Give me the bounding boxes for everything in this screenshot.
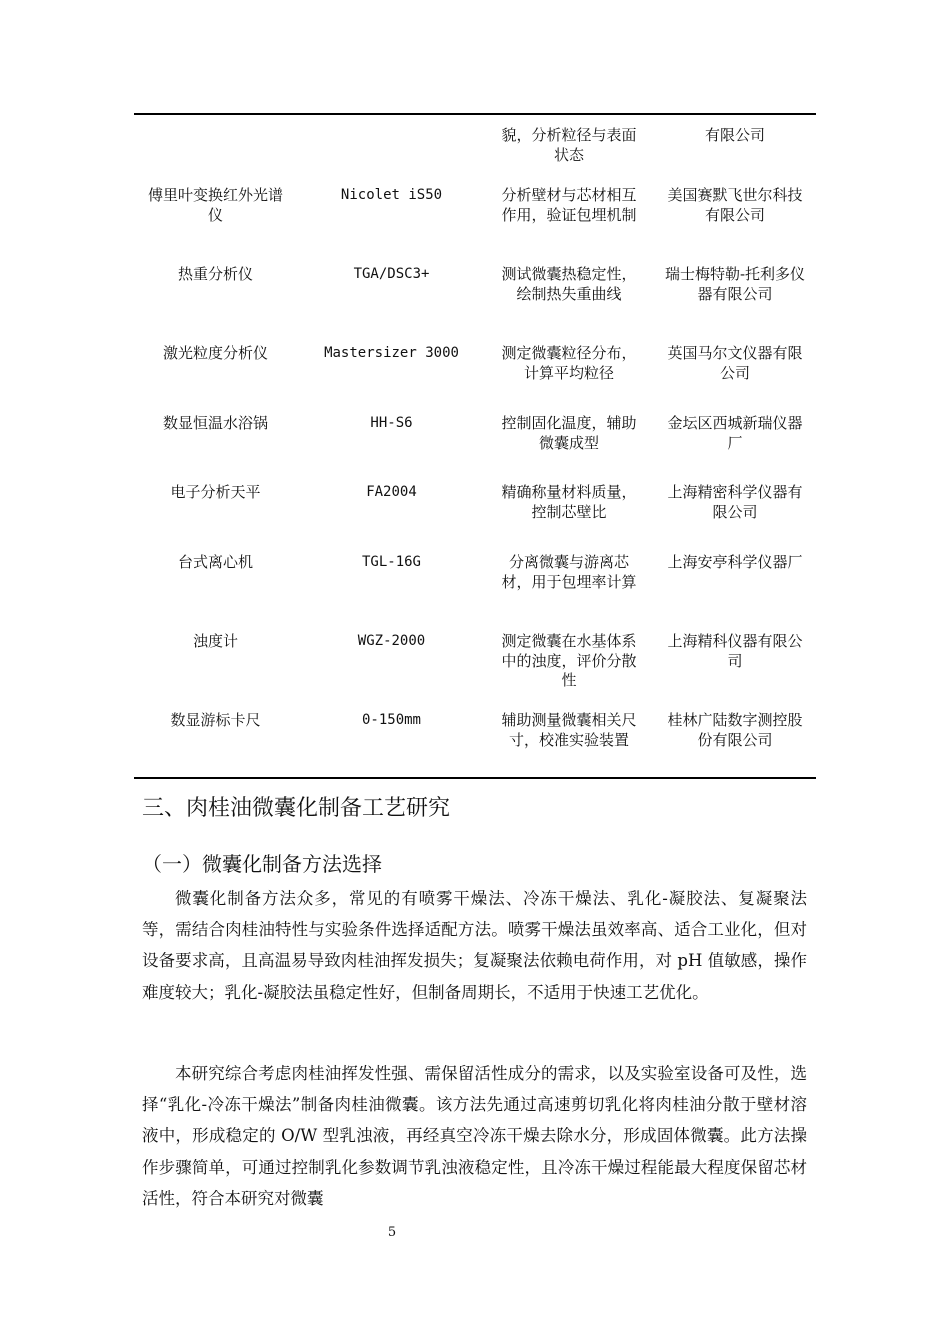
table-bottom-rule [134,777,816,779]
section-heading: 三、肉桂油微囊化制备工艺研究 [142,796,451,821]
instrument-maker: 金坛区西城新瑞仪器厂 [667,414,803,452]
instrument-maker: 上海精科仪器有限公司 [667,632,803,670]
instrument-name: 数显游标卡尺 [170,711,261,729]
instrument-maker: 瑞士梅特勒-托利多仪器有限公司 [664,265,806,303]
instrument-purpose: 分离微囊与游离芯材，用于包埋率计算 [501,553,637,591]
instrument-maker: 美国赛默飞世尔科技有限公司 [667,186,803,224]
body-paragraph: 本研究综合考虑肉桂油挥发性强、需保留活性成分的需求，以及实验室设备可及性，选择“乳化-冷冻干燥法”制备肉桂油微囊。该方法先通过高速剪切乳化将肉桂油分散于壁材溶液中，形成稳定的 O/W 型乳浊液，再经真空冷冻干燥去除水分，形成固体微囊。此方法操作步骤简单，可通过控制乳化参数调节乳浊液稳定性，且冷冻干燥过程能最大程度保留芯材活性，符合本研究对微囊 [142,1064,807,1208]
instrument-purpose: 貌，分析粒径与表面状态 [501,126,637,164]
instrument-purpose: 精确称量材料质量，控制芯壁比 [501,483,637,521]
instrument-purpose: 辅助测量微囊相关尺寸，校准实验装置 [501,711,637,749]
instrument-model: TGA/DSC3+ [353,266,430,282]
instrument-name: 台式离心机 [177,553,253,571]
instrument-name: 电子分析天平 [170,483,261,501]
instrument-purpose: 测试微囊热稳定性，绘制热失重曲线 [501,265,637,303]
instrument-maker: 有限公司 [704,126,765,144]
table-top-rule [134,113,816,115]
instrument-name: 激光粒度分析仪 [162,344,268,362]
instrument-model: HH-S6 [370,415,413,431]
instrument-purpose: 分析壁材与芯材相互作用，验证包埋机制 [501,186,637,224]
instrument-maker: 英国马尔文仪器有限公司 [667,344,803,382]
instrument-name: 数显恒温水浴锅 [162,414,268,432]
instrument-model: 0-150mm [361,712,421,728]
instrument-maker: 桂林广陆数字测控股份有限公司 [667,711,803,749]
instrument-name: 热重分析仪 [177,265,253,283]
instrument-name: 浊度计 [192,632,238,650]
instrument-model: Nicolet iS50 [340,187,443,203]
instrument-model: FA2004 [366,484,417,500]
instrument-model: Mastersizer 3000 [324,345,459,361]
instrument-purpose: 测定微囊在水基体系中的浊度，评价分散性 [501,632,637,689]
instrument-model: WGZ-2000 [357,633,426,649]
body-paragraph: 微囊化制备方法众多，常见的有喷雾干燥法、冷冻干燥法、乳化-凝胶法、复凝聚法等，需结合肉桂油特性与实验条件选择适配方法。喷雾干燥法虽效率高、适合工业化，但对设备要求高，且高温易导致肉桂油挥发损失；复凝聚法依赖电荷作用，对 pH 值敏感，操作难度较大；乳化-凝胶法虽稳定性好，但制备周期长，不适用于快速工艺优化。 [142,889,807,1002]
instrument-maker: 上海精密科学仪器有限公司 [667,483,803,521]
subsection-heading: （一）微囊化制备方法选择 [142,852,382,876]
page-number: 5 [387,1225,397,1240]
instrument-purpose: 测定微囊粒径分布，计算平均粒径 [501,344,637,382]
instrument-purpose: 控制固化温度，辅助微囊成型 [501,414,637,452]
instrument-maker: 上海安亭科学仪器厂 [667,553,803,571]
instrument-model: TGL-16G [361,554,421,570]
instrument-name: 傅里叶变换红外光谱仪 [147,186,283,224]
